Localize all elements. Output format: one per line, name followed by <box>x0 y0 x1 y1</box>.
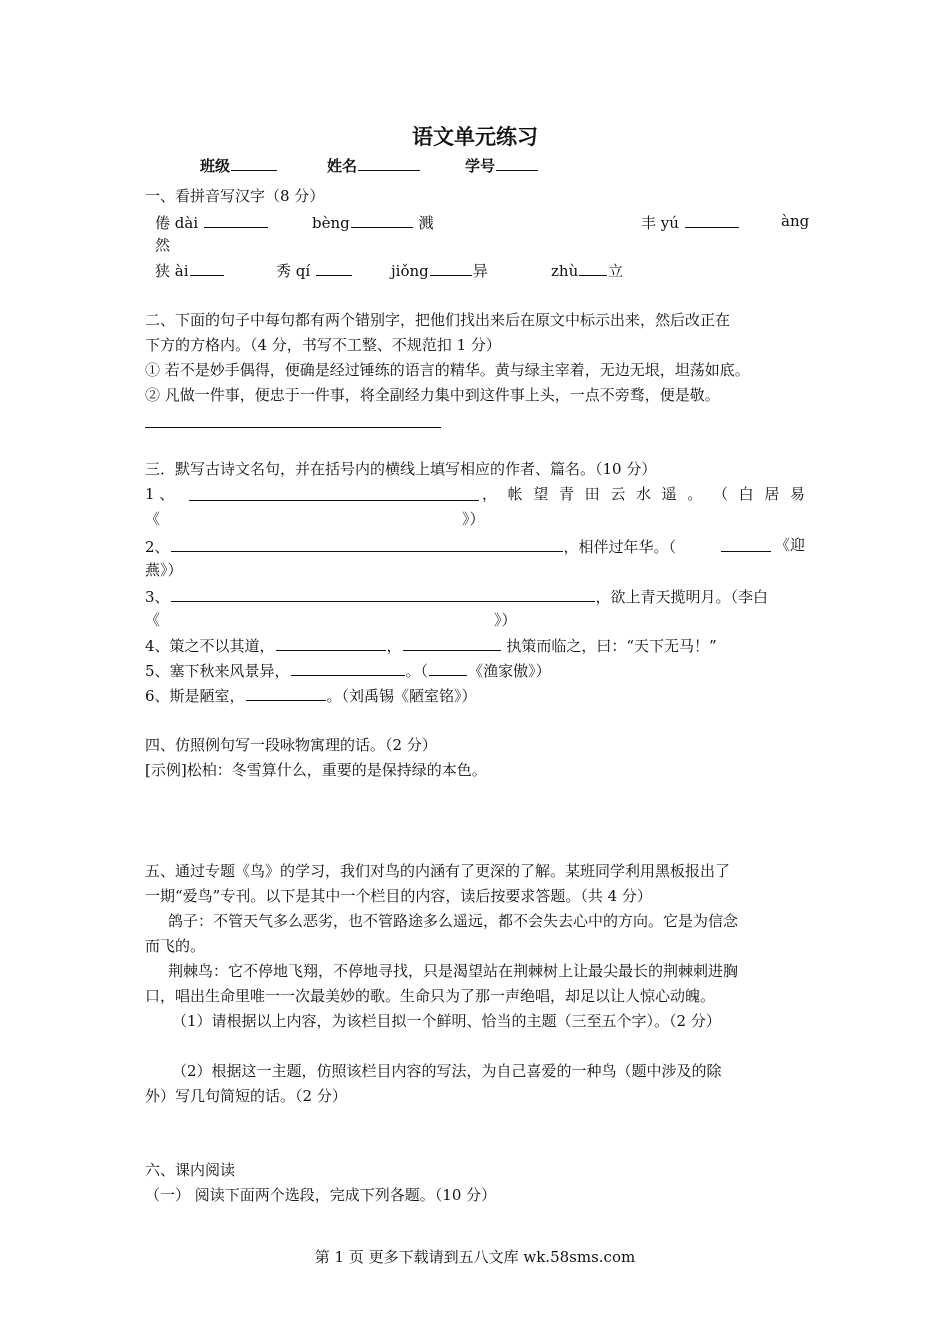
pinyin-text: 狭 ài <box>155 262 189 280</box>
answer-blank[interactable] <box>721 535 771 552</box>
answer-blank[interactable] <box>189 484 479 501</box>
pinyin-item <box>551 259 623 281</box>
q6-text: 6、斯是陋室， <box>145 687 245 705</box>
char-text: 然 <box>155 236 171 254</box>
section2-line: 二、下面的句子中每句都有两个错别字，把他们找出来后在原文中标示出来，然后改正在 <box>145 311 731 329</box>
pinyin-text: 倦 dài <box>155 214 199 232</box>
section2-line: 下方的方格内。（4 分，书写不工整、不规范扣 1 分） <box>145 336 501 354</box>
char-text: 异 <box>472 262 488 280</box>
q3-num: 3、 <box>145 588 170 606</box>
q4-text: 4、策之不以其道， <box>145 637 275 655</box>
id-label: 学号 <box>465 157 496 175</box>
q1-bracket-left: 《 <box>145 510 161 528</box>
pinyin-text: 秀 qí <box>276 262 311 280</box>
page-title: 语文单元练习 <box>412 124 538 149</box>
q4-line <box>145 634 717 656</box>
page-footer: 第 1 页 更多下载请到五八文库 wk.58sms.com <box>314 1248 636 1266</box>
q5-text: 《渔家傲》） <box>468 662 551 680</box>
answer-blank[interactable] <box>579 259 607 276</box>
section4-example: [示例]松柏：冬雪算什么，重要的是保持绿的本色。 <box>145 761 487 779</box>
section5-question-2: （2）根据这一主题，仿照该栏目内容的写法，为自己喜爱的一种鸟（题中涉及的除 <box>172 1062 722 1080</box>
q5-text: 5、塞下秋来风景异， <box>145 662 290 680</box>
q2-line <box>145 535 676 557</box>
char-text: 溅 <box>418 214 434 232</box>
answer-blank[interactable] <box>429 659 467 676</box>
answer-blank[interactable] <box>171 585 595 602</box>
class-label: 班级 <box>200 157 231 175</box>
q5-line <box>145 659 551 681</box>
answer-blank[interactable] <box>171 535 563 552</box>
answer-blank[interactable] <box>403 634 501 651</box>
answer-blank[interactable] <box>430 259 472 276</box>
q3-bracket-right: 》） <box>494 611 517 629</box>
pinyin-text: 丰 yú <box>641 214 679 232</box>
q3-line <box>145 585 768 607</box>
pigeon-paragraph: 而飞的。 <box>145 937 206 955</box>
pinyin-item <box>312 211 434 233</box>
q3-text: ，欲上青天揽明月。（李白 <box>595 588 769 606</box>
pinyin-item <box>641 211 740 233</box>
q2-cont: 燕》） <box>145 561 183 579</box>
answer-blank[interactable] <box>351 211 413 228</box>
name-field <box>327 154 421 176</box>
pinyin-item <box>155 211 269 233</box>
section5-question-2: 外）写几句简短的话。（2 分） <box>145 1087 347 1105</box>
pinyin-item <box>276 259 353 281</box>
section6-subheading: （一） 阅读下面两个选段，完成下列各题。（10 分） <box>145 1186 497 1204</box>
name-blank[interactable] <box>358 154 420 171</box>
section5-line: 一期“爱鸟”专刊。以下是其中一个栏目的内容，读后按要求答题。（共 4 分） <box>145 887 652 905</box>
answer-blank[interactable] <box>246 684 326 701</box>
pinyin-text: bèng <box>312 214 350 232</box>
thornbird-paragraph: 荆棘鸟：它不停地飞翔，不停地寻找，只是渴望站在荆棘树上让最尖最长的荆棘刺进胸 <box>168 962 739 980</box>
q6-text: 。（刘禹锡《陋室铭》） <box>326 687 477 705</box>
q5-text: 。（ <box>405 662 429 680</box>
name-label: 姓名 <box>327 157 358 175</box>
class-field <box>200 154 278 176</box>
pinyin-text: àng <box>781 212 810 230</box>
id-field <box>465 154 539 176</box>
class-blank[interactable] <box>231 154 277 171</box>
pinyin-item <box>391 259 488 281</box>
answer-blank[interactable] <box>316 259 352 276</box>
q2-text: ，相伴过年华。（ <box>563 538 677 556</box>
answer-blank[interactable] <box>276 634 386 651</box>
answer-blank[interactable] <box>685 211 739 228</box>
q3-bracket-left: 《 <box>145 611 161 629</box>
section3-heading: 三．默写古诗文名句，并在括号内的横线上填写相应的作者、篇名。（10 分） <box>145 460 657 478</box>
section2-sentence-1: ① 若不是妙手偶得，便确是经过锤练的语言的精华。黄与绿主宰着，无边无垠，坦荡如底。 <box>145 361 750 379</box>
section5-question-1: （1）请根据以上内容，为该栏目拟一个鲜明、恰当的主题（三至五个字）。（2 分） <box>172 1012 721 1030</box>
answer-line[interactable] <box>145 427 441 428</box>
section1-heading: 一、看拼音写汉字（8 分） <box>145 187 325 205</box>
q4-text: 执策而临之，曰：“天下无马！” <box>506 637 717 655</box>
q6-line <box>145 684 477 706</box>
section5-line: 五、通过专题《鸟》的学习，我们对鸟的内涵有了更深的了解。某班同学利用黑板报出了 <box>145 862 731 880</box>
pinyin-text: zhù <box>551 262 579 280</box>
answer-blank[interactable] <box>190 259 224 276</box>
section6-heading: 六、课内阅读 <box>145 1161 236 1179</box>
q2-end: 《迎 <box>775 536 806 554</box>
q1-bracket-right: 》） <box>462 510 485 528</box>
section2-sentence-2: ② 凡做一件事，便忠于一件事，将全副经力集中到这件事上头，一点不旁骛，便是敬。 <box>145 386 720 404</box>
q2-num: 2、 <box>145 538 170 556</box>
pinyin-text: jiǒng <box>391 262 429 280</box>
pigeon-paragraph: 鸽子：不管天气多么恶劣，也不管路途多么遥远，都不会失去心中的方向。它是为信念 <box>168 912 739 930</box>
pinyin-item <box>155 259 225 281</box>
answer-blank[interactable] <box>204 211 268 228</box>
q4-comma: ， <box>386 637 402 655</box>
id-blank[interactable] <box>496 154 538 171</box>
char-text: 立 <box>608 262 624 280</box>
answer-blank[interactable] <box>291 659 405 676</box>
q1-num: 1 、 <box>145 485 175 503</box>
q1-text: ， 帐 望 青 田 云 水 遥 。 （ 白 居 易 <box>482 485 805 503</box>
section4-heading: 四、仿照例句写一段咏物寓理的话。（2 分） <box>145 736 437 754</box>
thornbird-paragraph: 口，唱出生命里唯一一次最美妙的歌。生命只为了那一声绝唱，却足以让人惊心动魄。 <box>145 987 716 1005</box>
